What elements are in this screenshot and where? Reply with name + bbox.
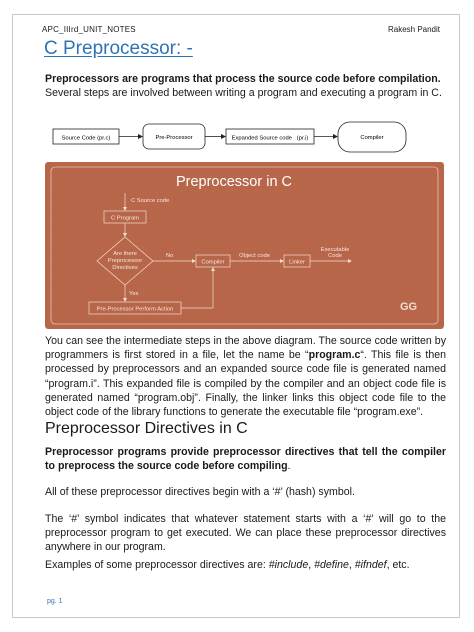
hash-explanation-paragraph: The ‘#’ symbol indicates that whatever statement starts with a ‘#’ will go to the preprocessor program to get executed. We can place these preprocessor directives anywhere in our program.: [45, 513, 446, 554]
diagram-yes-label: Yes: [129, 291, 139, 297]
example-ifndef: #ifndef: [354, 559, 387, 571]
intro-normal-line: Several steps are involved between writing a program and executing a program in C.: [45, 87, 442, 100]
page-title: C Preprocessor: -: [44, 38, 193, 59]
intro-bold-line: Preprocessors are programs that process the source code before compilation.: [45, 73, 441, 85]
flow-box-source: [53, 129, 119, 144]
examples-sep: ,: [348, 559, 355, 571]
diagram-decision-line3: Directives: [112, 265, 138, 271]
compilation-flow-diagram: [45, 116, 450, 160]
diagram-decision-line2: Preprocessor: [107, 258, 143, 264]
flow-arrowhead: [333, 134, 338, 139]
example-include: #include: [268, 559, 309, 571]
diagram-no-label: No: [166, 253, 174, 259]
diagram-explanation: [45, 334, 446, 419]
header-course-code: APC_IIIrd_UNIT_NOTES: [42, 25, 136, 34]
page-number: pg. 1: [47, 598, 63, 605]
preprocessor-diagram: [45, 162, 444, 329]
diagram-program-label: C Program: [110, 215, 140, 222]
example-define: #define: [314, 559, 349, 571]
flow-arrowhead: [221, 134, 226, 139]
flow-box-compiler: [338, 122, 406, 152]
gfg-logo: GG: [400, 301, 418, 313]
directives-definition-bold: Preprocessor programs provide preprocessor directives that tell the compiler to preprocess the source code before compiling: [45, 446, 446, 473]
diagram-source-label: C Source code: [131, 198, 170, 204]
examples-sep: ,: [308, 559, 315, 571]
section-heading-directives: Preprocessor Directives in C: [45, 420, 248, 437]
examples-tail: , etc.: [386, 559, 410, 571]
diagram-executable-line2: Code: [328, 253, 342, 259]
flow-arrowhead: [138, 134, 143, 139]
flow-box-preprocessor-label: Pre-Processor: [155, 135, 193, 141]
examples-paragraph: [45, 558, 446, 572]
intro-paragraph: [45, 72, 446, 100]
flow-box-compiler-label: Compiler: [360, 135, 384, 141]
explanation-filename: program.c: [308, 349, 361, 362]
flow-box-source-label: Source Code (pr.c): [61, 135, 111, 142]
examples-lead: Examples of some preprocessor directives are:: [45, 559, 269, 571]
diagram-action-label: Pre-Processor Perform Action: [96, 306, 174, 313]
explanation-text-b: “. This file is then processed by preprocessors and an expanded source code file is generated named “program.i”. This expanded file is compiled by the compiler and an object code file is generated named “program.obj”. Finally, the linker links this object code file to the object code of the library functions to generate the executable file “program.exe”.: [45, 349, 446, 419]
directives-definition-period: .: [287, 460, 291, 473]
hash-symbol-paragraph: All of these preprocessor directives begin with a ‘#’ (hash) symbol.: [45, 486, 355, 498]
diagram-object-code-label: Object code: [239, 253, 270, 259]
diagram-compiler-label: Compiler: [201, 259, 225, 266]
directives-definition: [45, 445, 446, 473]
diagram-linker-label: Linker: [289, 259, 305, 266]
flow-box-expanded-label: Expanded Source code (pr.i): [231, 135, 309, 142]
diagram-decision-line1: Are there: [113, 251, 137, 257]
diagram-executable-line1: Executable: [320, 247, 350, 253]
diagram-title: Preprocessor in C: [175, 174, 293, 190]
flow-box-preprocessor: [143, 124, 205, 149]
flow-box-expanded: [226, 129, 314, 144]
explanation-text-a: You can see the intermediate steps in the above diagram. The source code written by programmers is first stored in a file, let the name be “: [45, 335, 446, 362]
header-author: Rakesh Pandit: [387, 25, 440, 34]
